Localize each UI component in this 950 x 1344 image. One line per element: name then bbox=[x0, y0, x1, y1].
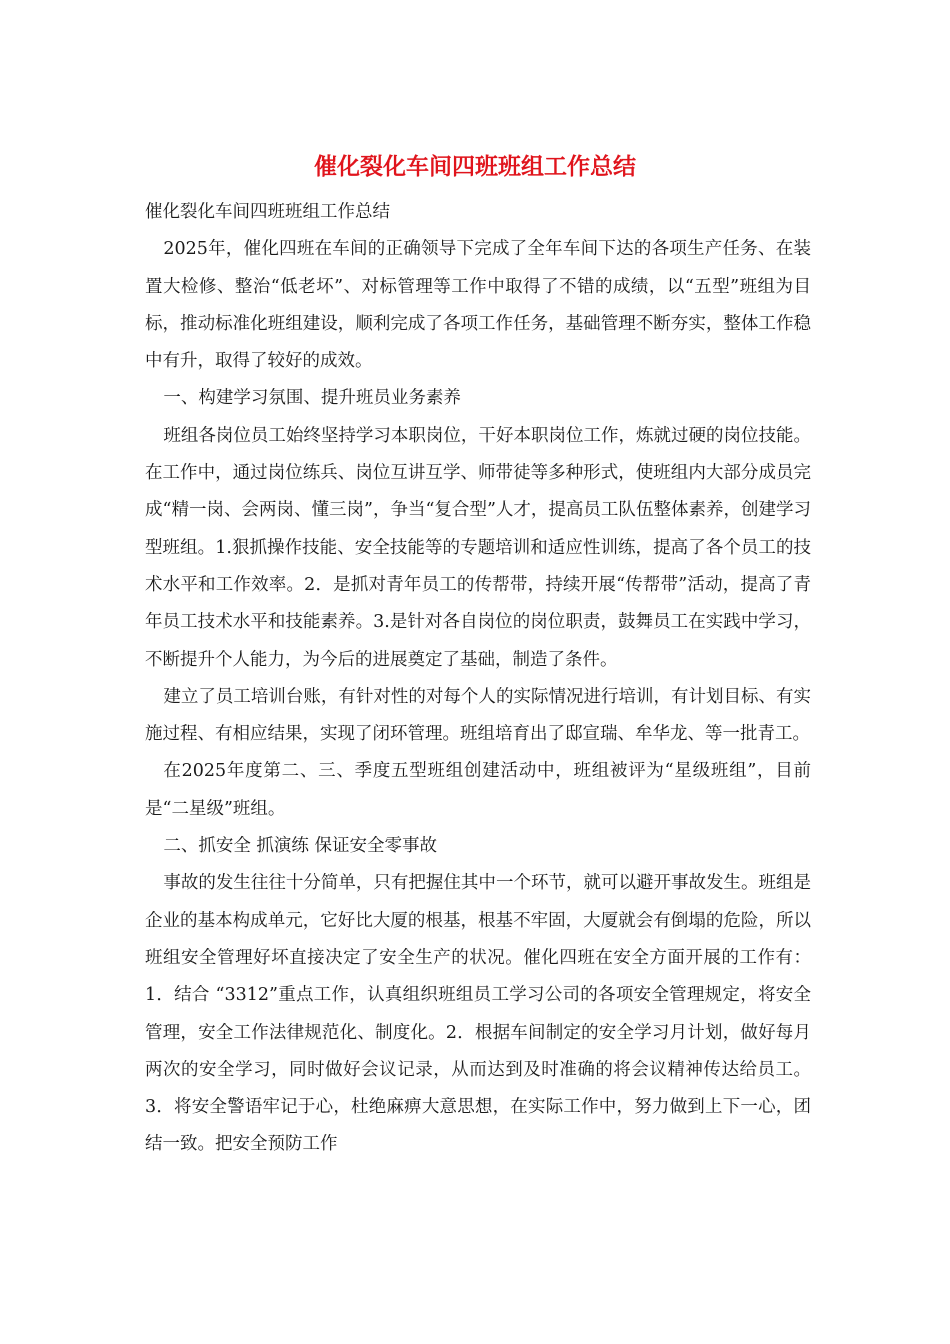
paragraph-training-ledger: 建立了员工培训台账，有针对性的对每个人的实际情况进行培训，有计划目标、有实施过程、有相应结果，实现了闭环管理。班组培育出了邸宣瑞、牟华龙、等一批青工。 bbox=[145, 686, 811, 745]
paragraph-learning: 班组各岗位员工始终坚持学习本职岗位，干好本职岗位工作，炼就过硬的岗位技能。在工作中，通过岗位练兵、岗位互讲互学、师带徒等多种形式，使班组内大部分成员完成“精一岗、会两岗、懂三岗”，争当“复合型”人才，提高员工队伍整体素养，创建学习型班组。1.狠抓操作技能、安全技能等的专题培训和适应性训练，提高了各个员工的技术水平和工作效率。2．是抓对青年员工的传帮带，持续开展“传帮带”活动，提高了青年员工技术水平和技能素养。3.是针对各自岗位的岗位职责，鼓舞员工在实践中学习，不断提升个人能力，为今后的进展奠定了基础，制造了条件。 bbox=[145, 425, 811, 670]
section-heading-learning: 一、构建学习氛围、提升班员业务素养 bbox=[163, 388, 461, 409]
paragraph-intro: 2025年，催化四班在车间的正确领导下完成了全年车间下达的各项生产任务、在装置大检修、整治“低老坏”、对标管理等工作中取得了不错的成绩，以“五型”班组为目标，推动标准化班组建设，顺利完成了各项工作任务，基础管理不断夯实，整体工作稳中有升，取得了较好的成效。 bbox=[145, 239, 811, 372]
document-title: 催化裂化车间四班班组工作总结 bbox=[314, 154, 636, 180]
paragraph-star-team: 在2025年度第二、三、季度五型班组创建活动中，班组被评为“星级班组”，目前是“二星级”班组。 bbox=[145, 761, 811, 819]
paragraph-heading-repeat: 催化裂化车间四班班组工作总结 bbox=[145, 202, 390, 222]
document-body bbox=[145, 194, 811, 1164]
paragraph-safety: 事故的发生往往十分简单，只有把握住其中一个环节，就可以避开事故发生。班组是企业的基本构成单元，它好比大厦的根基，根基不牢固，大厦就会有倒塌的危险，所以班组安全管理好坏直接决定了安全生产的状况。催化四班在安全方面开展的工作有：1．结合 “3312”重点工作，认真组织班组员工学习公司的各项安全管理规定，将安全管理，安全工作法律规范化、制度化。2．根据车间制定的安全学习月计划，做好每月两次的安全学习，同时做好会议记录，从而达到及时准确的将会议精神传达给员工。3．将安全警语牢记于心，杜绝麻痹大意思想，在实际工作中，努力做到上下一心，团结一致。把安全预防工作 bbox=[145, 873, 811, 1155]
section-heading-safety: 二、抓安全 抓演练 保证安全零事故 bbox=[163, 836, 437, 857]
